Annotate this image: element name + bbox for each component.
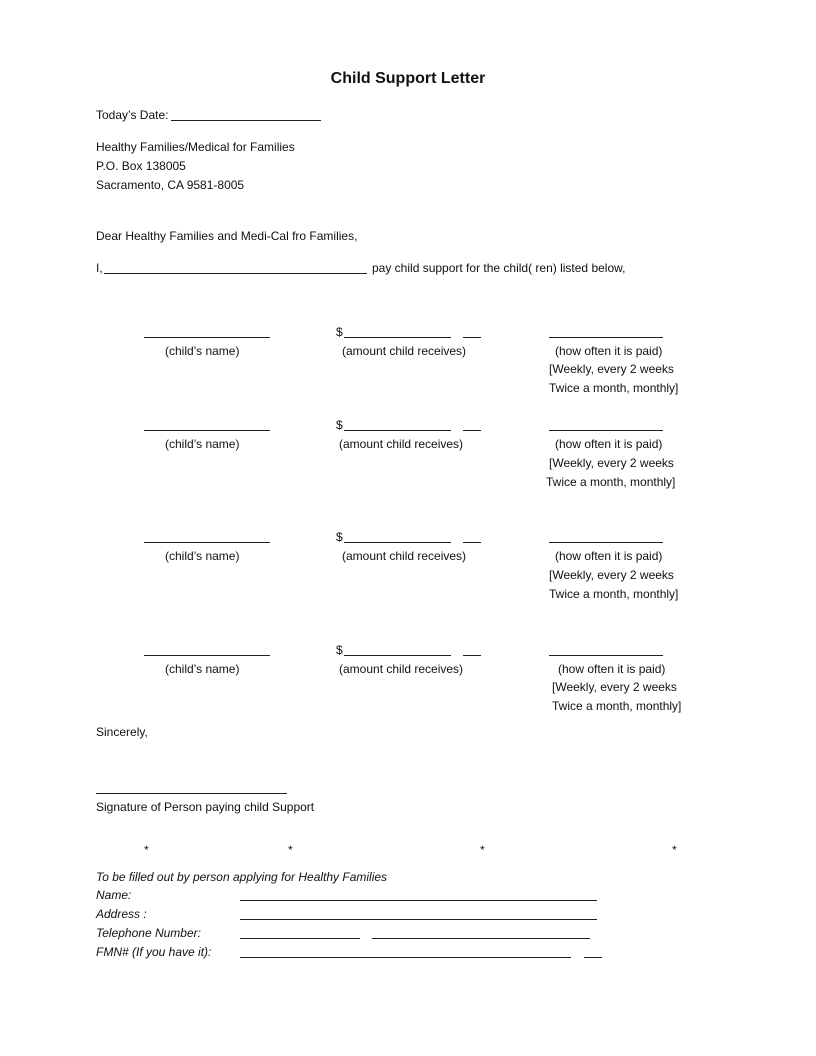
fmn-suffix-field[interactable] <box>584 957 602 958</box>
child-name-caption: (child’s name) <box>165 437 240 451</box>
amount-cents-field[interactable] <box>463 337 481 338</box>
applicant-name-field[interactable] <box>240 900 597 901</box>
statement-suffix: pay child support for the child( ren) listed below, <box>372 261 626 275</box>
frequency-caption: (how often it is paid) <box>555 344 663 358</box>
child-name-field[interactable] <box>144 655 270 656</box>
signature-caption: Signature of Person paying child Support <box>96 800 315 814</box>
child-name-caption: (child’s name) <box>165 344 240 358</box>
amount-caption: (amount child receives) <box>342 549 467 563</box>
date-field[interactable] <box>171 120 321 121</box>
child-name-field[interactable] <box>144 542 270 543</box>
salutation: Dear Healthy Families and Medi-Cal fro Families, <box>96 229 358 243</box>
frequency-options-line-2: Twice a month, monthly] <box>546 475 676 489</box>
statement-prefix: I, <box>96 261 103 275</box>
frequency-field[interactable] <box>549 430 663 431</box>
amount-caption: (amount child receives) <box>339 662 464 676</box>
separator-mark: * <box>672 843 677 857</box>
child-name-field[interactable] <box>144 337 270 338</box>
dollar-sign: $ <box>336 530 343 544</box>
applicant-address-field[interactable] <box>240 919 597 920</box>
fmn-field[interactable] <box>240 957 571 958</box>
frequency-field[interactable] <box>549 655 663 656</box>
frequency-options-line-1: [Weekly, every 2 weeks <box>549 568 674 582</box>
amount-caption: (amount child receives) <box>339 437 464 451</box>
frequency-options-line-1: [Weekly, every 2 weeks <box>549 362 674 376</box>
frequency-caption: (how often it is paid) <box>558 662 666 676</box>
amount-field[interactable] <box>344 655 451 656</box>
address-line-3: Sacramento, CA 9581-8005 <box>96 178 245 192</box>
amount-field[interactable] <box>344 337 451 338</box>
telephone-number-field[interactable] <box>372 938 590 939</box>
frequency-options-line-2: Twice a month, monthly] <box>549 587 679 601</box>
separator-mark: * <box>288 843 293 857</box>
dollar-sign: $ <box>336 325 343 339</box>
amount-cents-field[interactable] <box>463 542 481 543</box>
dollar-sign: $ <box>336 418 343 432</box>
amount-cents-field[interactable] <box>463 655 481 656</box>
frequency-options-line-1: [Weekly, every 2 weeks <box>552 680 677 694</box>
date-label: Today’s Date: <box>96 108 169 122</box>
frequency-caption: (how often it is paid) <box>555 437 663 451</box>
separator-mark: * <box>144 843 149 857</box>
page-title: Child Support Letter <box>330 70 486 87</box>
signature-field[interactable] <box>96 793 287 794</box>
name-label: Name: <box>96 888 132 902</box>
fmn-label: FMN# (If you have it): <box>96 945 212 959</box>
frequency-options-line-1: [Weekly, every 2 weeks <box>549 456 674 470</box>
frequency-caption: (how often it is paid) <box>555 549 663 563</box>
applicant-heading: To be filled out by person applying for Healthy Families <box>96 870 388 884</box>
telephone-label: Telephone Number: <box>96 926 201 940</box>
telephone-area-field[interactable] <box>240 938 360 939</box>
address-line-1: Healthy Families/Medical for Families <box>96 140 295 154</box>
child-name-field[interactable] <box>144 430 270 431</box>
frequency-options-line-2: Twice a month, monthly] <box>549 381 679 395</box>
amount-cents-field[interactable] <box>463 430 481 431</box>
child-name-caption: (child’s name) <box>165 549 240 563</box>
amount-field[interactable] <box>344 542 451 543</box>
separator-mark: * <box>480 843 485 857</box>
amount-caption: (amount child receives) <box>342 344 467 358</box>
closing: Sincerely, <box>96 725 148 739</box>
child-name-caption: (child’s name) <box>165 662 240 676</box>
dollar-sign: $ <box>336 643 343 657</box>
address-label: Address : <box>96 907 147 921</box>
frequency-field[interactable] <box>549 542 663 543</box>
frequency-field[interactable] <box>549 337 663 338</box>
amount-field[interactable] <box>344 430 451 431</box>
payer-name-field[interactable] <box>104 273 367 274</box>
frequency-options-line-2: Twice a month, monthly] <box>552 699 682 713</box>
address-line-2: P.O. Box 138005 <box>96 159 186 173</box>
